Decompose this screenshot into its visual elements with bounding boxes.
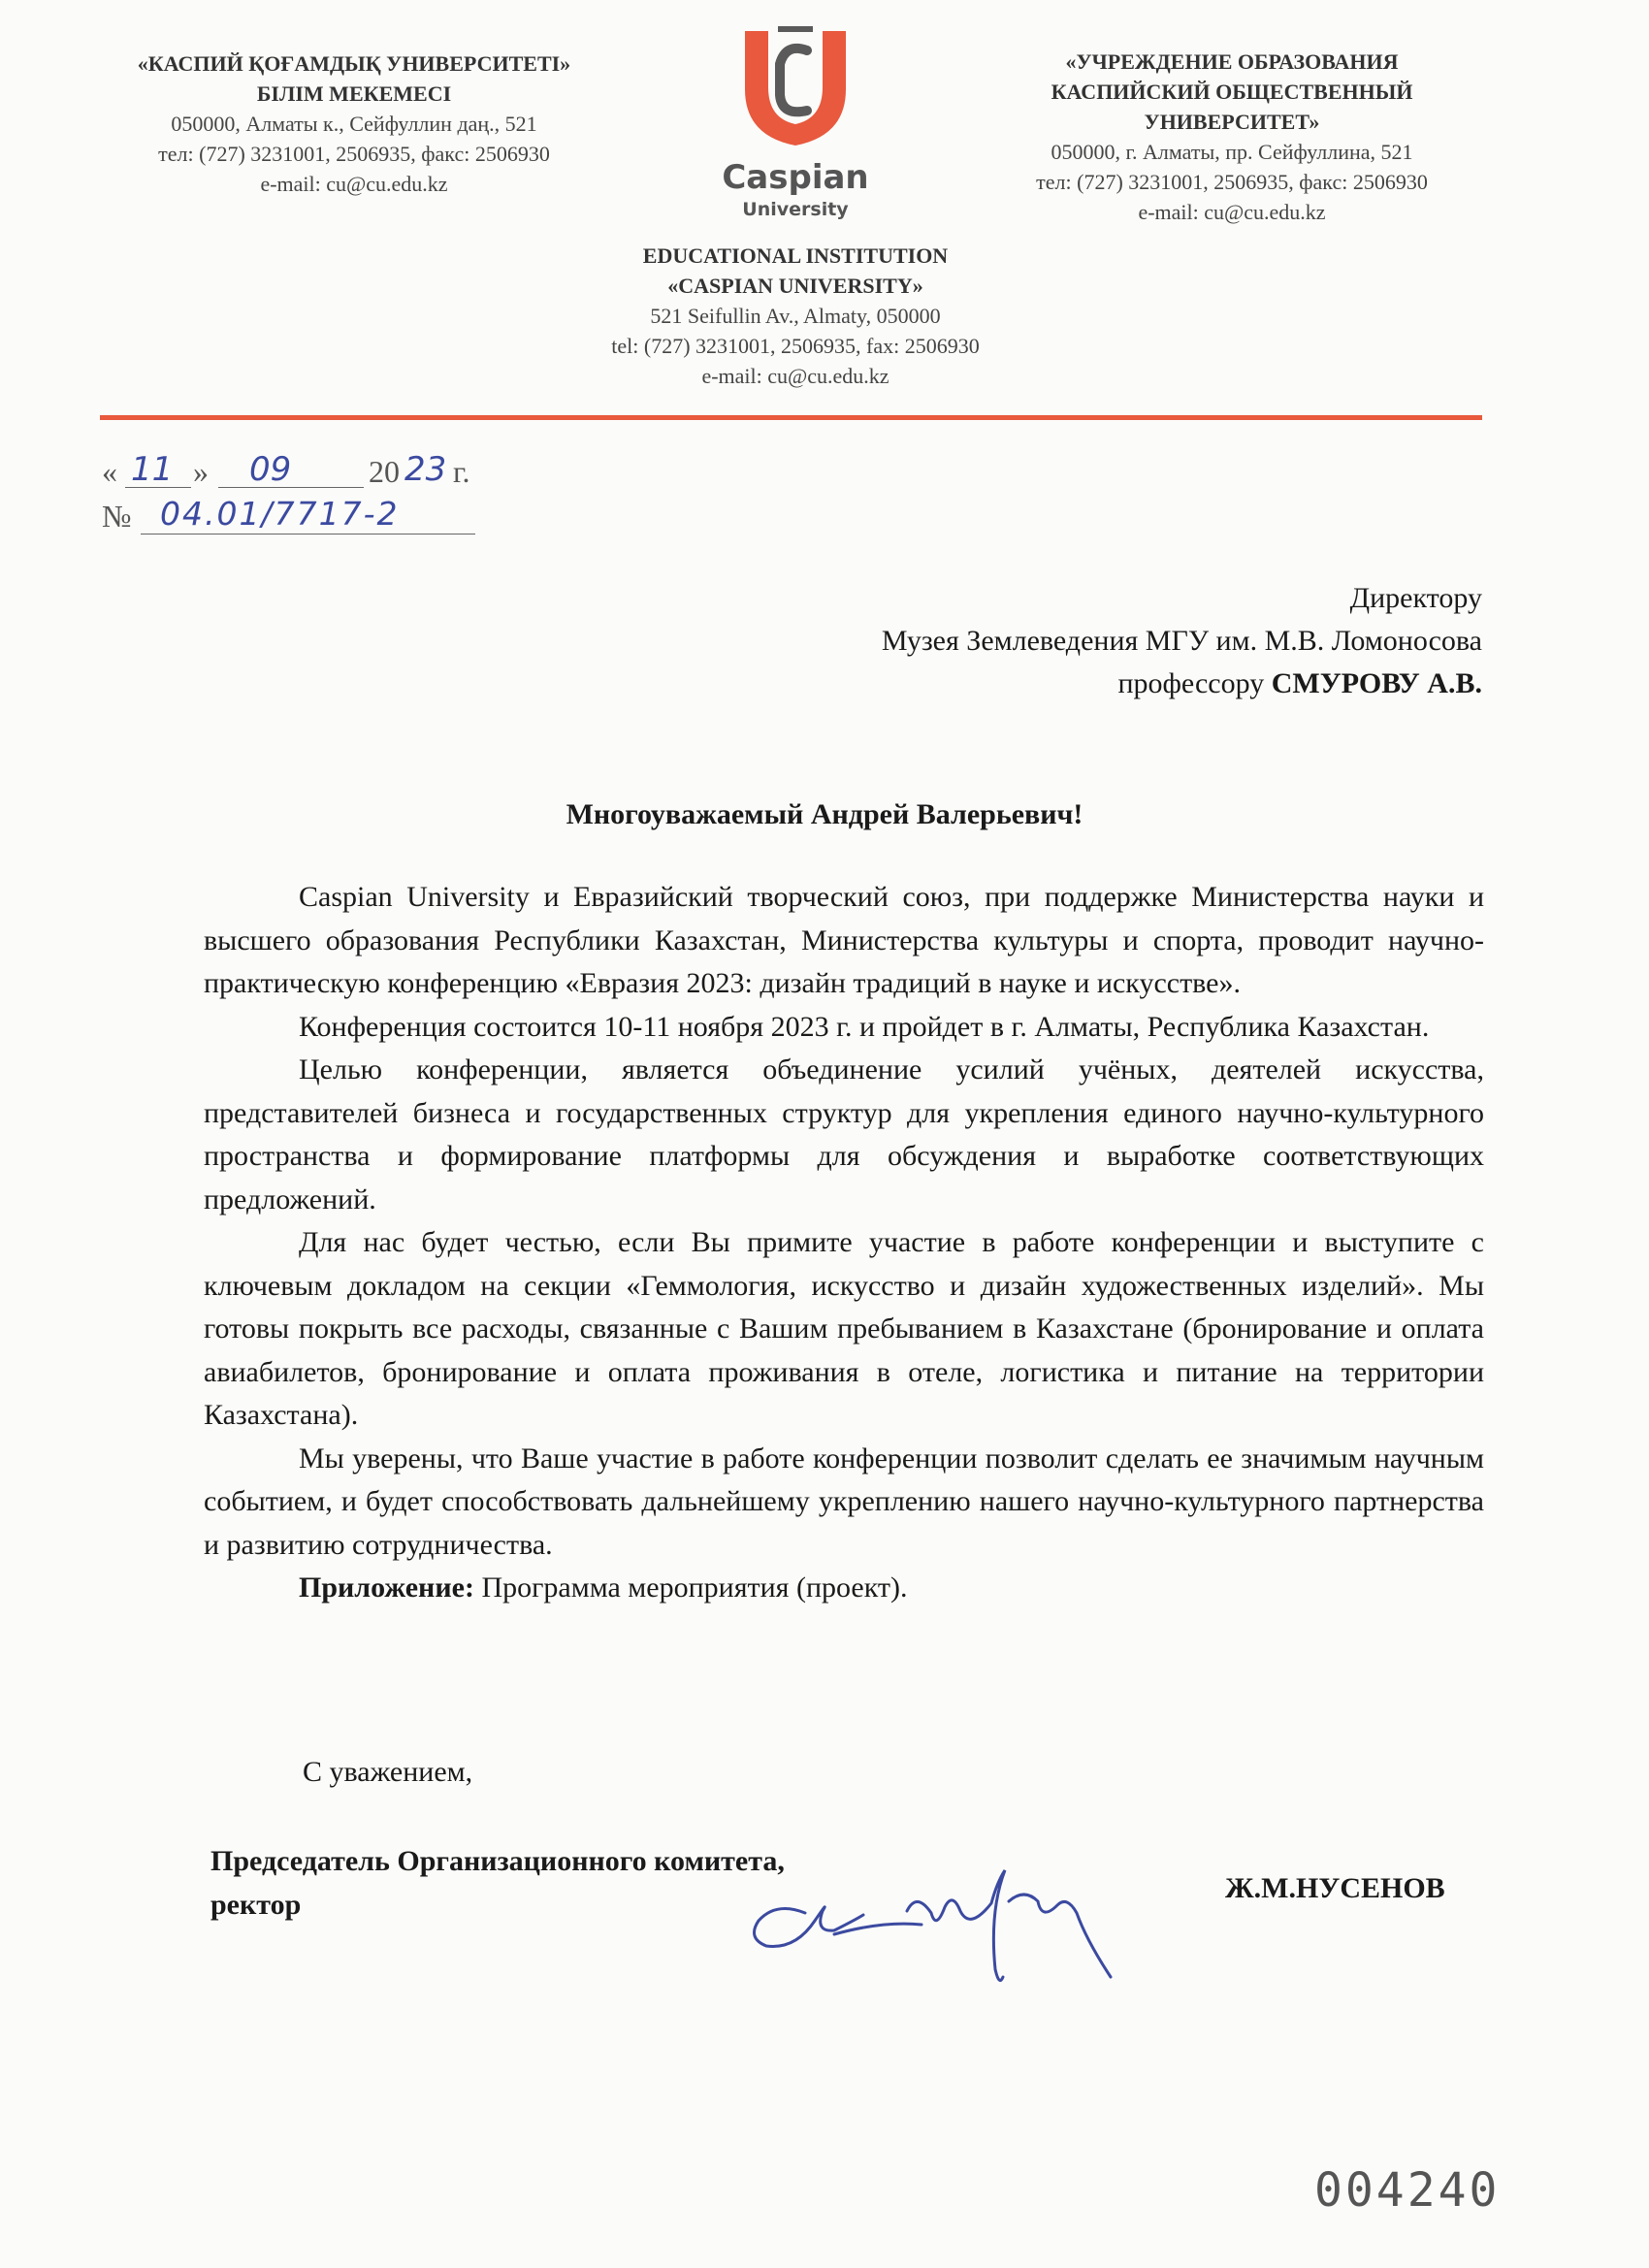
header-en-address: 521 Seifullin Av., Almaty, 050000 xyxy=(650,304,941,328)
header-kz-address: 050000, Алматы к., Сейфуллин даң., 521 xyxy=(171,112,537,136)
body-paragraph-5: Мы уверены, что Ваше участие в работе конференции позволит сделать ее значимым научным событием, и будет способствовать дальнейшему укреплению нашего научно-культурного партнерства и развитию сотрудничества. xyxy=(204,1442,1484,1561)
header-kz-line1: «КАСПИЙ ҚОҒАМДЫҚ УНИВЕРСИТЕТІ» xyxy=(137,51,571,76)
number-label: № xyxy=(102,499,132,534)
body-paragraph-2: Конференция состоится 10-11 ноября 2023 г. и пройдет в г. Алматы, Республика Казахстан. xyxy=(299,1010,1430,1043)
body-paragraph-1: Caspian University и Евразийский творческий союз, при поддержке Министерства науки и высшего образования Республики Казахстан, Министерства культуры и спорта, проводит научно-практическую конференцию «Евразия 2023: дизайн традиций в науке и искусстве». xyxy=(204,881,1484,999)
addressee-block xyxy=(609,577,1482,705)
header-ru-line2: КАСПИЙСКИЙ ОБЩЕСТВЕННЫЙ xyxy=(1051,80,1413,104)
header-en-email: e-mail: cu@cu.edu.kz xyxy=(701,364,889,388)
header-divider xyxy=(100,415,1482,420)
logo-name: Caspian xyxy=(722,158,869,197)
date-open-quote: « xyxy=(102,454,117,489)
signatory-title-line2: ректор xyxy=(210,1889,302,1921)
date-year-prefix: 20 xyxy=(369,454,400,489)
addressee-line3-prefix: профессору xyxy=(1117,667,1272,699)
body-paragraph-4: Для нас будет честью, если Вы примите участие в работе конференции и выступите с ключевым докладом на секции «Геммология, искусство и дизайн художественных изделий». Мы готовы покрыть все расходы, связанные с Вашим пребыванием в Казахстане (бронирование и оплата авиабилетов, бронирование и оплата проживания в отеле, логистика и питание на территории Казахстана). xyxy=(204,1226,1484,1431)
header-kazakh-block xyxy=(92,49,616,199)
header-ru-line1: «УЧРЕЖДЕНИЕ ОБРАЗОВАНИЯ xyxy=(1065,49,1399,74)
handwritten-signature xyxy=(737,1853,1164,1998)
header-ru-email: e-mail: cu@cu.edu.kz xyxy=(1138,200,1326,224)
date-year-suffix: 23 xyxy=(404,450,447,489)
letter-date xyxy=(102,452,509,495)
addressee-line1: Директору xyxy=(1349,582,1482,614)
header-kz-email: e-mail: cu@cu.edu.kz xyxy=(260,172,448,196)
signatory-title xyxy=(210,1839,785,1927)
caspian-university-logo xyxy=(718,21,873,225)
date-close-quote: » xyxy=(193,454,209,489)
header-ru-address: 050000, г. Алматы, пр. Сейфуллина, 521 xyxy=(1051,140,1413,164)
attachment-label: Приложение: xyxy=(299,1571,474,1604)
date-year-end: г. xyxy=(453,454,470,489)
letter-body xyxy=(204,876,1484,1610)
header-ru-line3: УНИВЕРСИТЕТ» xyxy=(1144,110,1320,134)
header-kz-line2: БІЛІМ МЕКЕМЕСІ xyxy=(256,81,452,106)
attachment-text: Программа мероприятия (проект). xyxy=(473,1571,908,1604)
body-paragraph-3: Целью конференции, является объединение усилий учёных, деятелей искусства, представителей бизнеса и государственных структур для укрепления единого научно-культурного пространства и формирование платформы для обсуждения и выработке соответствующих предложений. xyxy=(204,1053,1484,1215)
header-kz-phone: тел: (727) 3231001, 2506935, факс: 2506930 xyxy=(158,142,550,166)
salutation: Многоуважаемый Андрей Валерьевич! xyxy=(566,798,1083,830)
header-english-block xyxy=(553,241,1038,391)
date-day: 11 xyxy=(131,450,174,489)
number-value: 04.01/7717-2 xyxy=(160,495,400,533)
closing: С уважением, xyxy=(303,1756,473,1788)
addressee-line2: Музея Землеведения МГУ им. М.В. Ломоносова xyxy=(881,625,1482,657)
header-en-line2: «CASPIAN UNIVERSITY» xyxy=(667,274,923,298)
logo-sub: University xyxy=(742,199,849,220)
date-month: 09 xyxy=(249,450,292,489)
addressee-name: СМУРОВУ А.В. xyxy=(1271,667,1482,699)
letter-number xyxy=(102,497,509,539)
signatory-title-line1: Председатель Организационного комитета, xyxy=(210,1845,785,1877)
header-en-phone: tel: (727) 3231001, 2506935, fax: 2506930 xyxy=(611,334,980,358)
header-ru-phone: тел: (727) 3231001, 2506935, факс: 2506930 xyxy=(1036,170,1428,194)
serial-number: 004240 xyxy=(1314,2163,1501,2218)
header-en-line1: EDUCATIONAL INSTITUTION xyxy=(642,243,949,268)
signatory-name: Ж.М.НУСЕНОВ xyxy=(1225,1872,1445,1904)
header-russian-block xyxy=(999,47,1465,227)
attachment-line xyxy=(204,1567,1484,1610)
